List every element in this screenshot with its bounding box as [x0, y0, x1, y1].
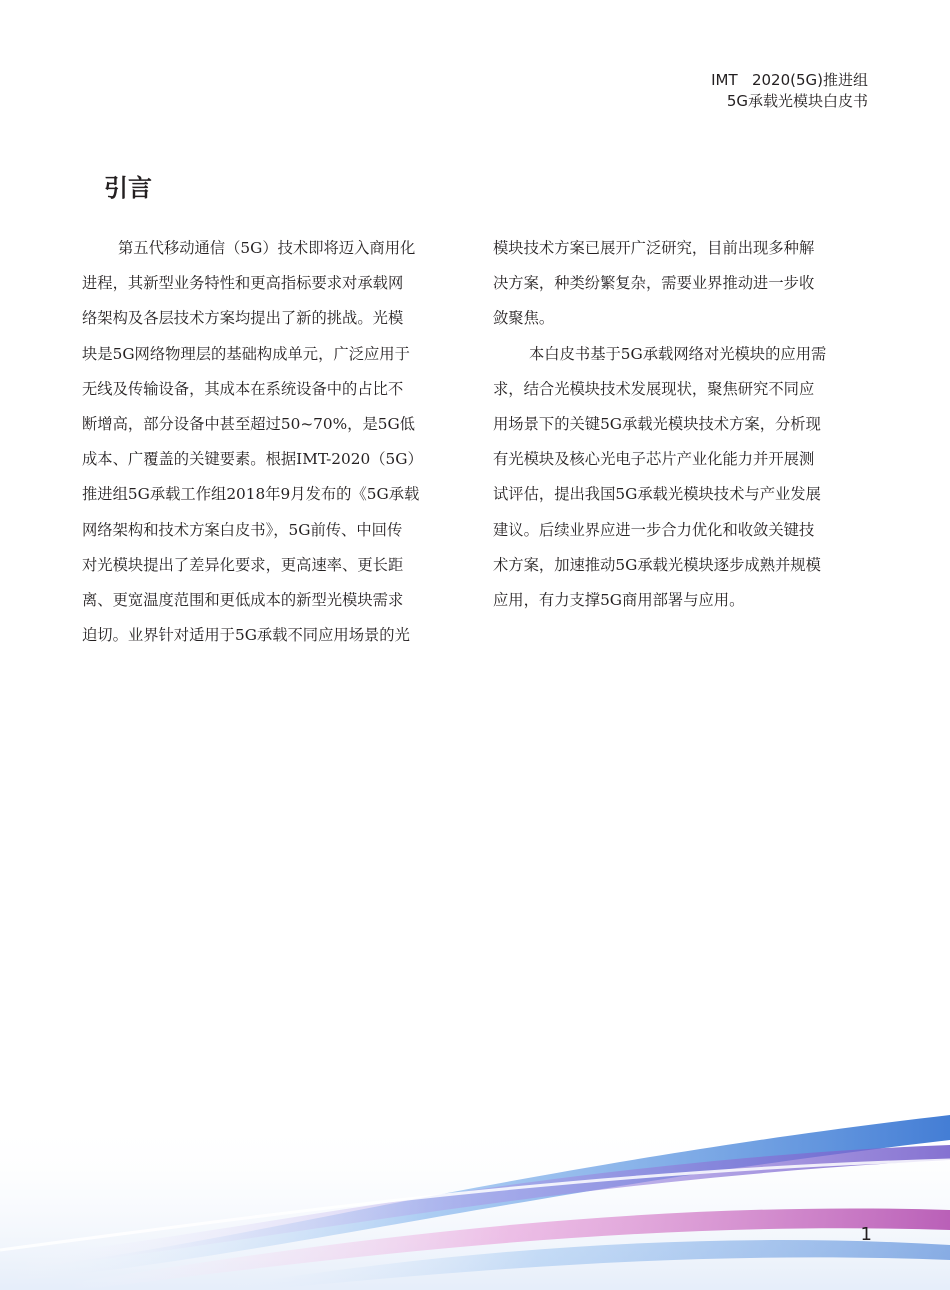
body-line: 敛聚焦。: [493, 309, 555, 328]
body-line: 术方案，加速推动5G承载光模块逐步成熟并规模: [493, 555, 821, 574]
body-column-right: [493, 231, 869, 618]
body-line: 用场景下的关键5G承载光模块技术方案，分析现: [493, 414, 821, 433]
body-line: 无线及传输设备，其成本在系统设备中的占比不: [82, 379, 404, 398]
body-line: 离、更宽温度范围和更低成本的新型光模块需求: [82, 590, 404, 609]
header-org: IMT 2020(5G)推进组: [711, 71, 868, 89]
body-line: 断增高，部分设备中甚至超过50~70%，是5G低: [82, 414, 415, 433]
decorative-wave-band: [0, 1060, 950, 1290]
body-line: 推进组5G承载工作组2018年9月发布的《5G承载: [82, 485, 420, 504]
section-title: 引言: [104, 174, 152, 202]
body-line: 成本、广覆盖的关键要素。根据IMT-2020（5G）: [82, 450, 423, 469]
page-number: 1: [860, 1224, 872, 1245]
body-line: 本白皮书基于5G承载网络对光模块的应用需: [529, 344, 827, 363]
body-line: 决方案，种类纷繁复杂，需要业界推动进一步收: [493, 274, 815, 293]
body-line: 有光模块及核心光电子芯片产业化能力并开展测: [493, 450, 815, 469]
body-line: 网络架构和技术方案白皮书》，5G前传、中回传: [82, 520, 403, 539]
body-line: 模块技术方案已展开广泛研究，目前出现多种解: [493, 239, 815, 257]
body-line: 试评估，提出我国5G承载光模块技术与产业发展: [493, 485, 821, 504]
body-line: 对光模块提出了差异化要求，更高速率、更长距: [82, 555, 404, 574]
body-line: 求，结合光模块技术发展现状，聚焦研究不同应: [493, 379, 815, 398]
body-line: 块是5G网络物理层的基础构成单元，广泛应用于: [82, 344, 410, 363]
header-doc-title: 5G承载光模块白皮书: [726, 92, 868, 110]
body-line: 络架构及各层技术方案均提出了新的挑战。光模: [82, 309, 404, 328]
body-line: 第五代移动通信（5G）技术即将迈入商用化: [118, 239, 416, 257]
page-header: [711, 70, 868, 112]
body-line: 进程，其新型业务特性和更高指标要求对承载网: [82, 274, 404, 293]
body-line: 应用，有力支撑5G商用部署与应用。: [493, 590, 745, 609]
body-column-left: [82, 231, 458, 653]
body-line: 建议。后续业界应进一步合力优化和收敛关键技: [493, 520, 815, 539]
body-line: 迫切。业界针对适用于5G承载不同应用场景的光: [82, 626, 410, 645]
